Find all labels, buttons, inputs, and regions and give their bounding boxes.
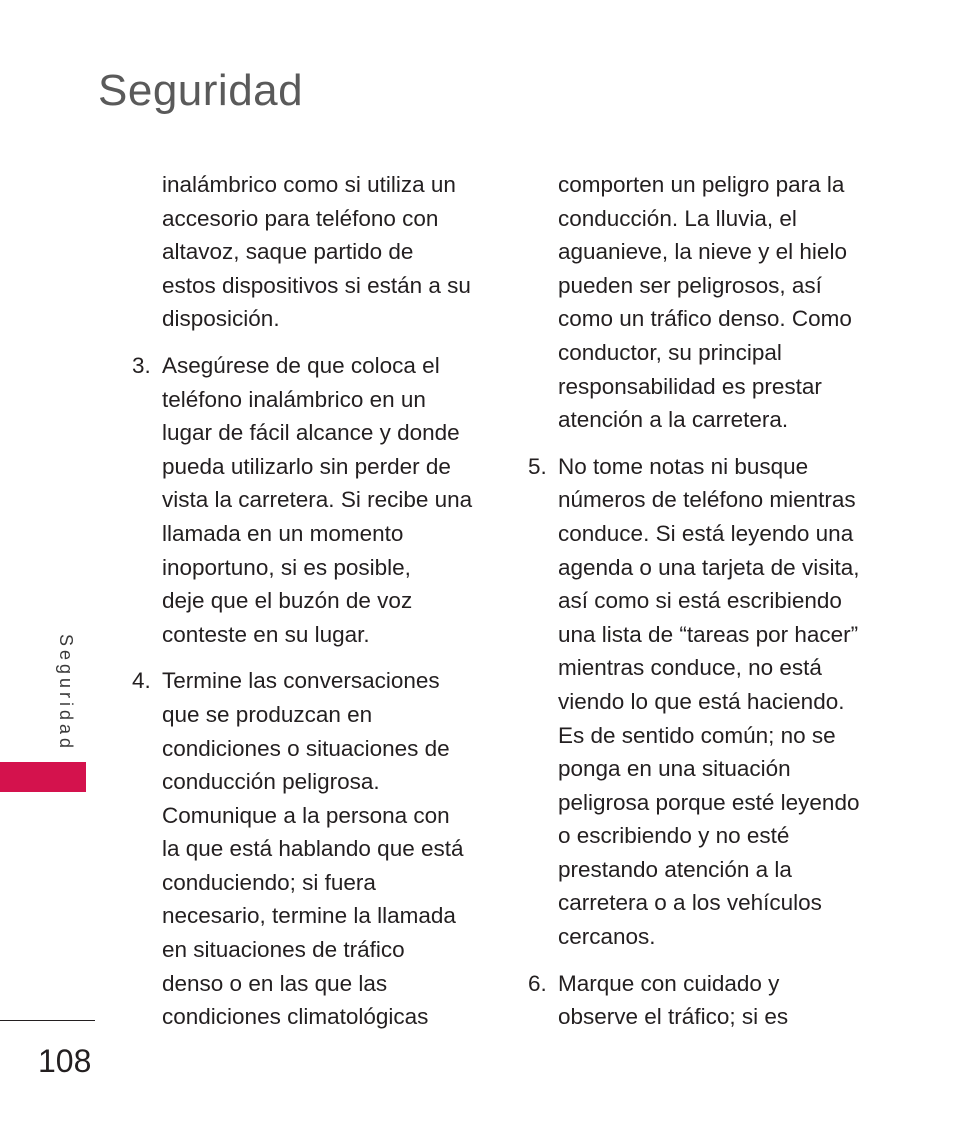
- text-line: peligrosa porque esté leyendo: [558, 789, 860, 815]
- text-line: conduciendo; si fuera: [162, 869, 376, 895]
- text-line: responsabilidad es prestar: [558, 373, 822, 399]
- text-line: denso o en las que las: [162, 970, 388, 996]
- text-line: lugar de fácil alcance y donde: [162, 420, 460, 446]
- text-line: atención a la carretera.: [558, 407, 789, 433]
- text-line: teléfono inalámbrico en un: [162, 386, 426, 412]
- text-line: Termine las conversaciones: [162, 668, 440, 694]
- text-line: vista la carretera. Si recibe una: [162, 487, 473, 513]
- item-number: 6.: [528, 970, 547, 996]
- text-line: mientras conduce, no está: [558, 655, 822, 681]
- text-line: estos dispositivos si están a su: [162, 272, 471, 298]
- intro-paragraph: [162, 168, 477, 336]
- text-line: en situaciones de tráfico: [162, 937, 405, 963]
- text-line: prestando atención a la: [558, 856, 792, 882]
- text-line: ponga en una situación: [558, 756, 791, 782]
- text-line: deje que el buzón de voz: [162, 588, 413, 614]
- text-line: números de teléfono mientras: [558, 487, 856, 513]
- footer-divider: [0, 1020, 95, 1021]
- item-number: 3.: [132, 352, 151, 378]
- text-line: conduce. Si está leyendo una: [558, 520, 854, 546]
- text-line: disposición.: [162, 306, 280, 332]
- text-line: viendo lo que está haciendo.: [558, 688, 845, 714]
- item-number: 4.: [132, 668, 151, 694]
- text-line: aguanieve, la nieve y el hielo: [558, 239, 847, 265]
- text-line: conductor, su principal: [558, 339, 782, 365]
- text-line: inoportuno, si es posible,: [162, 554, 411, 580]
- section-side-label: Seguridad: [56, 634, 76, 753]
- text-line: pueda utilizarlo sin perder de: [162, 453, 451, 479]
- list-item-5: [528, 450, 873, 954]
- text-line: Asegúrese de que coloca el: [162, 352, 440, 378]
- text-line: llamada en un momento: [162, 520, 404, 546]
- text-line: pueden ser peligrosos, así: [558, 272, 822, 298]
- text-line: Marque con cuidado y: [558, 970, 780, 996]
- item-number: 5.: [528, 453, 547, 479]
- intro-paragraph: [558, 168, 873, 437]
- text-line: observe el tráfico; si es: [558, 1004, 789, 1030]
- text-line: altavoz, saque partido de: [162, 239, 414, 265]
- page-title: Seguridad: [98, 66, 304, 115]
- list-item-3: [132, 349, 477, 651]
- right-column: [528, 168, 873, 1047]
- text-line: conteste en su lugar.: [162, 621, 370, 647]
- left-column: [132, 168, 477, 1047]
- text-line: comporten un peligro para la: [558, 172, 845, 197]
- text-line: condiciones climatológicas: [162, 1004, 429, 1030]
- text-line: la que está hablando que está: [162, 836, 464, 862]
- list-item-4: [132, 664, 477, 1034]
- section-tab-marker: [0, 762, 86, 792]
- text-line: cercanos.: [558, 924, 656, 950]
- text-line: carretera o a los vehículos: [558, 890, 822, 916]
- text-line: Comunique a la persona con: [162, 802, 450, 828]
- text-line: agenda o una tarjeta de visita,: [558, 554, 860, 580]
- text-line: condiciones o situaciones de: [162, 735, 450, 761]
- text-line: conducción peligrosa.: [162, 769, 380, 795]
- text-line: una lista de “tareas por hacer”: [558, 621, 859, 647]
- list-item-6: [528, 967, 873, 1034]
- text-line: o escribiendo y no esté: [558, 823, 790, 849]
- text-line: como un tráfico denso. Como: [558, 306, 852, 332]
- text-line: inalámbrico como si utiliza un: [162, 172, 456, 197]
- text-line: así como si está escribiendo: [558, 588, 842, 614]
- text-line: necesario, termine la llamada: [162, 903, 456, 929]
- page-number: 108: [38, 1043, 92, 1079]
- text-line: conducción. La lluvia, el: [558, 205, 797, 231]
- text-line: Es de sentido común; no se: [558, 722, 836, 748]
- text-line: accesorio para teléfono con: [162, 205, 439, 231]
- text-line: No tome notas ni busque: [558, 453, 809, 479]
- text-line: que se produzcan en: [162, 701, 373, 727]
